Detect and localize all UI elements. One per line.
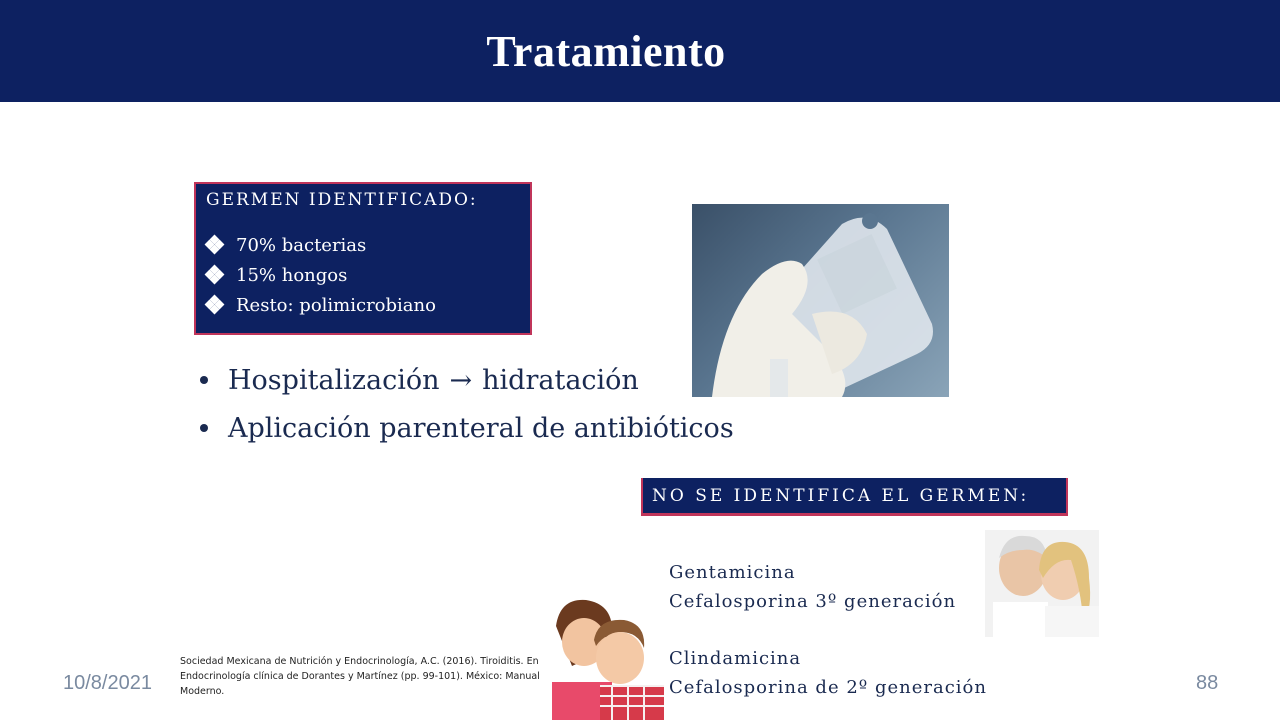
diamond-bullet-icon	[206, 266, 224, 284]
hospitalization-text: Hospitalización	[228, 364, 440, 396]
slide-date: 10/8/2021	[63, 672, 152, 694]
hydration-text: hidratación	[482, 364, 639, 396]
diamond-bullet-icon	[206, 296, 224, 314]
germ-item-label: 15% hongos	[236, 264, 348, 286]
germ-item	[206, 260, 520, 290]
children-photo	[542, 596, 668, 720]
bullet-hospitalization	[200, 356, 734, 404]
drug-list	[669, 558, 987, 702]
germ-item-label: 70% bacterias	[236, 234, 367, 256]
title-bar	[0, 0, 1280, 102]
germ-item-label: Resto: polimicrobiano	[236, 294, 436, 316]
reference-citation: Sociedad Mexicana de Nutrición y Endocrinología, A.C. (2016). Tiroiditis. En Endocrinología clínica de Dorantes y Martínez (pp. 99-101). México: Manual Moderno.	[180, 656, 540, 697]
germ-identified-title: GERMEN IDENTIFICADO:	[206, 190, 478, 210]
drug-item: Gentamicina	[669, 562, 796, 583]
germ-not-identified-box	[641, 478, 1068, 516]
germ-not-identified-title: NO SE IDENTIFICA EL GERMEN:	[652, 485, 1030, 506]
slide-title: Tratamiento	[486, 26, 726, 76]
drug-item: Cefalosporina de 2º generación	[669, 677, 987, 698]
slide-number: 88	[1196, 672, 1219, 694]
children-illustration	[542, 596, 668, 720]
germ-identified-box	[194, 182, 532, 335]
arrow-right-icon: →	[449, 364, 473, 396]
germ-item	[206, 230, 520, 260]
germ-item	[206, 290, 520, 320]
couple-illustration	[985, 530, 1099, 637]
antibiotics-text: Aplicación parenteral de antibióticos	[228, 412, 734, 444]
bullet-antibiotics	[200, 404, 734, 452]
drug-item: Cefalosporina 3º generación	[669, 591, 957, 612]
drug-item: Clindamicina	[669, 648, 802, 669]
bullet-dot	[200, 376, 208, 384]
adult-couple-photo	[985, 530, 1099, 637]
treatment-bullets	[200, 356, 734, 452]
bullet-dot	[200, 424, 208, 432]
diamond-bullet-icon	[206, 236, 224, 254]
